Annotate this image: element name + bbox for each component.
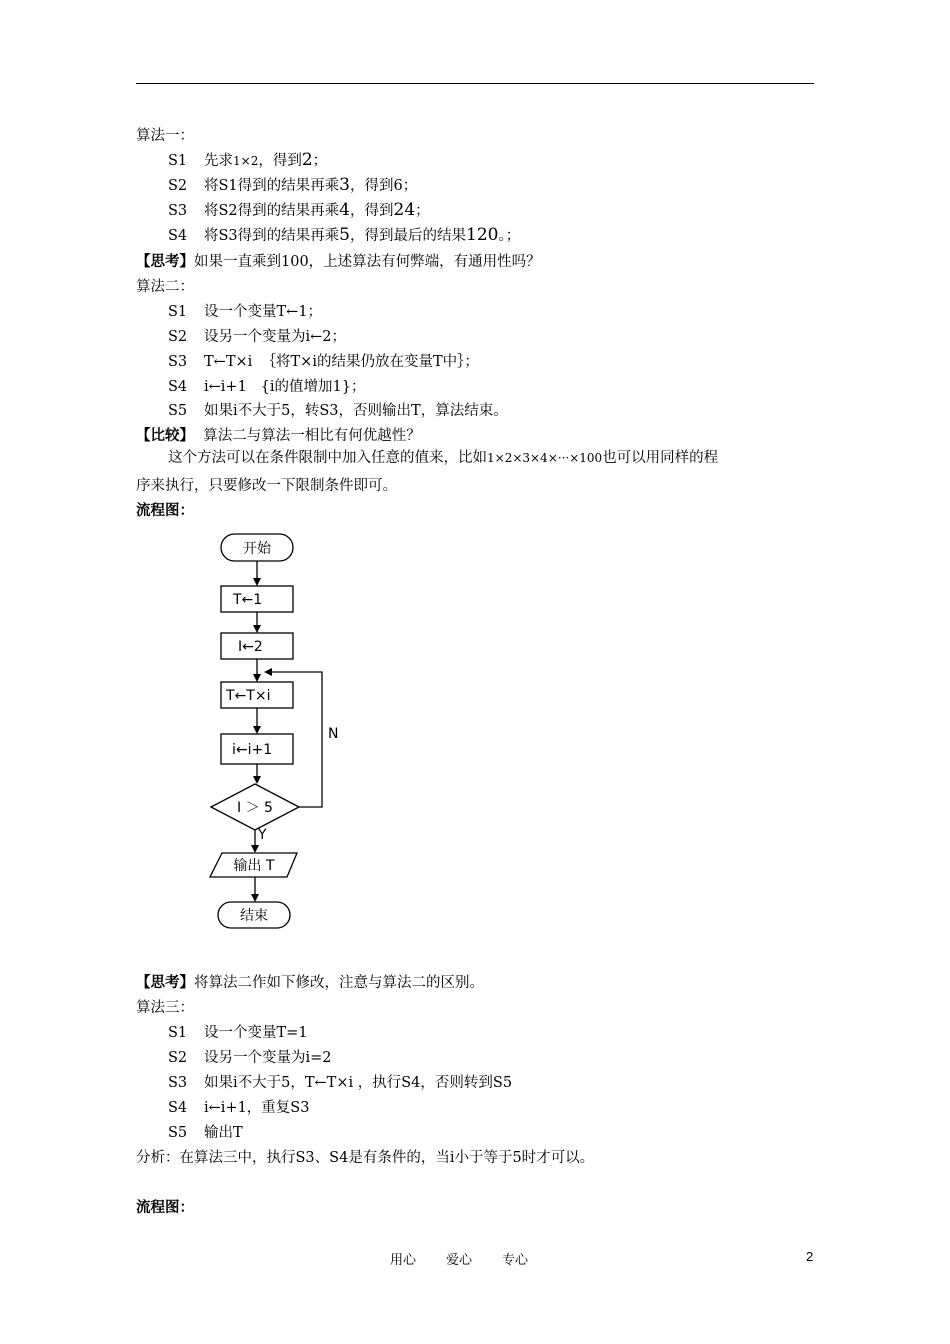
page-number: 2 bbox=[806, 1249, 814, 1264]
compare bbox=[136, 426, 421, 446]
math-value: 120 bbox=[466, 225, 499, 245]
step-text: ； bbox=[415, 203, 430, 219]
think2 bbox=[136, 973, 484, 993]
alg2-step1 bbox=[168, 302, 322, 322]
alg1-title: 算法一： bbox=[136, 128, 194, 144]
step-label: S2 bbox=[168, 329, 188, 345]
alg2-step5 bbox=[168, 401, 508, 421]
math-value: 4 bbox=[339, 200, 350, 220]
step-text: 设一个变量T←1； bbox=[204, 304, 323, 320]
footer-motto bbox=[390, 1249, 558, 1268]
step-label: S2 bbox=[168, 178, 188, 194]
math-value: 24 bbox=[393, 200, 416, 220]
flowchart-title: 流程图： bbox=[136, 502, 194, 519]
alg1-step2 bbox=[168, 175, 417, 196]
flowchart bbox=[200, 528, 360, 938]
compare-paragraph-cont: 序来执行，只要修改一下限制条件即可。 bbox=[136, 478, 397, 494]
flow-yes-label: Y bbox=[258, 827, 267, 843]
step-label: S3 bbox=[168, 1075, 188, 1091]
alg3-step1 bbox=[168, 1023, 308, 1043]
step-text: T←T×i ｛将T×i的结果仍放在变量T中｝； bbox=[204, 354, 479, 370]
math-value: 3 bbox=[339, 175, 350, 195]
think-tag: 【思考】 bbox=[136, 253, 194, 270]
step-label: S5 bbox=[168, 403, 188, 419]
step-text: 先求 bbox=[204, 153, 233, 169]
flow-end-label: 结束 bbox=[240, 908, 268, 924]
step-label: S4 bbox=[168, 228, 188, 244]
math-value: 2 bbox=[301, 150, 313, 170]
step-text: 如果i不大于5，T←T×i ，执行S4，否则转到S5 bbox=[204, 1075, 513, 1091]
step-text: 输出T bbox=[204, 1125, 243, 1141]
math-value: 6 bbox=[393, 178, 403, 194]
para-text: 这个方法可以在条件限制中加入任意的值来，比如 bbox=[168, 450, 487, 466]
math-value: 5 bbox=[339, 225, 350, 245]
step-text: ； bbox=[402, 178, 418, 194]
flow-box-t-init-label: T←1 bbox=[233, 592, 263, 608]
para-text: 也可以用同样的程 bbox=[602, 450, 719, 466]
alg3-step4 bbox=[168, 1098, 309, 1118]
alg2-step4 bbox=[168, 377, 365, 397]
step-label: S3 bbox=[168, 203, 188, 219]
alg1-step1 bbox=[168, 150, 327, 171]
step-text: ，得到 bbox=[350, 178, 394, 194]
analysis: 分析：在算法三中，执行S3、S4是有条件的，当i小于等于5时才可以。 bbox=[136, 1150, 595, 1166]
think-text: 将算法二作如下修改，注意与算法二的区别。 bbox=[194, 975, 484, 991]
alg2-title: 算法二： bbox=[136, 279, 194, 295]
footer-word: 用心 bbox=[390, 1253, 417, 1268]
step-text: i←i+1 {i的值增加1}； bbox=[204, 379, 366, 395]
flow-start-label: 开始 bbox=[243, 541, 271, 557]
step-text: ，得到 bbox=[350, 203, 394, 219]
step-label: S4 bbox=[168, 1100, 188, 1116]
flow-box-multiply-label: T←T×i bbox=[226, 688, 271, 704]
alg1-step3 bbox=[168, 200, 430, 221]
alg2-step2 bbox=[168, 327, 346, 347]
step-text: 设一个变量T=1 bbox=[204, 1025, 308, 1041]
alg3-step3 bbox=[168, 1073, 512, 1093]
step-label: S4 bbox=[168, 379, 188, 395]
think1 bbox=[136, 252, 541, 272]
step-label: S5 bbox=[168, 1125, 188, 1141]
step-label: S1 bbox=[168, 153, 188, 169]
think-tag: 【思考】 bbox=[136, 974, 194, 991]
flow-box-increment-label: i←i+1 bbox=[232, 742, 273, 758]
step-text: 将S1得到的结果再乘 bbox=[204, 178, 340, 194]
alg3-title: 算法三： bbox=[136, 1000, 194, 1016]
step-text: ； bbox=[312, 153, 328, 169]
compare-tag: 【比较】 bbox=[136, 427, 194, 444]
alg3-step2 bbox=[168, 1048, 332, 1068]
flow-output-label: 输出 T bbox=[233, 858, 275, 874]
step-text: i←i+1，重复S3 bbox=[204, 1100, 310, 1116]
math-expr: 1×2×3×4×···×100 bbox=[487, 451, 603, 465]
step-text: 将S2得到的结果再乘 bbox=[204, 203, 340, 219]
header-rule bbox=[136, 83, 814, 84]
step-text: 设另一个变量为i=2 bbox=[204, 1050, 332, 1066]
step-text: ，得到最后的结果 bbox=[350, 228, 466, 244]
step-label: S2 bbox=[168, 1050, 188, 1066]
step-text: ，得到 bbox=[258, 153, 302, 169]
footer-word: 专心 bbox=[502, 1253, 529, 1268]
compare-text: 算法二与算法一相比有何优越性？ bbox=[194, 428, 421, 444]
think-text: 如果一直乘到100，上述算法有何弊端，有通用性吗？ bbox=[194, 254, 541, 270]
flow-decision-label: I ＞ 5 bbox=[237, 800, 273, 816]
alg2-step3 bbox=[168, 352, 479, 372]
step-text: 设另一个变量为i←2； bbox=[204, 329, 347, 345]
step-label: S1 bbox=[168, 1025, 188, 1041]
compare-paragraph bbox=[168, 448, 718, 468]
alg1-step4 bbox=[168, 225, 520, 246]
step-label: S3 bbox=[168, 354, 188, 370]
step-text: 。； bbox=[498, 228, 521, 244]
step-text: 如果i不大于5，转S3，否则输出T，算法结束。 bbox=[204, 403, 508, 419]
step-text: 将S3得到的结果再乘 bbox=[204, 228, 340, 244]
footer-word: 爱心 bbox=[446, 1253, 473, 1268]
math-expr: 1×2 bbox=[233, 154, 259, 168]
step-label: S1 bbox=[168, 304, 188, 320]
flow-box-i-init-label: I←2 bbox=[238, 639, 263, 655]
alg3-step5 bbox=[168, 1123, 243, 1143]
flowchart2-title: 流程图： bbox=[136, 1199, 194, 1216]
flow-no-label: N bbox=[328, 726, 339, 742]
